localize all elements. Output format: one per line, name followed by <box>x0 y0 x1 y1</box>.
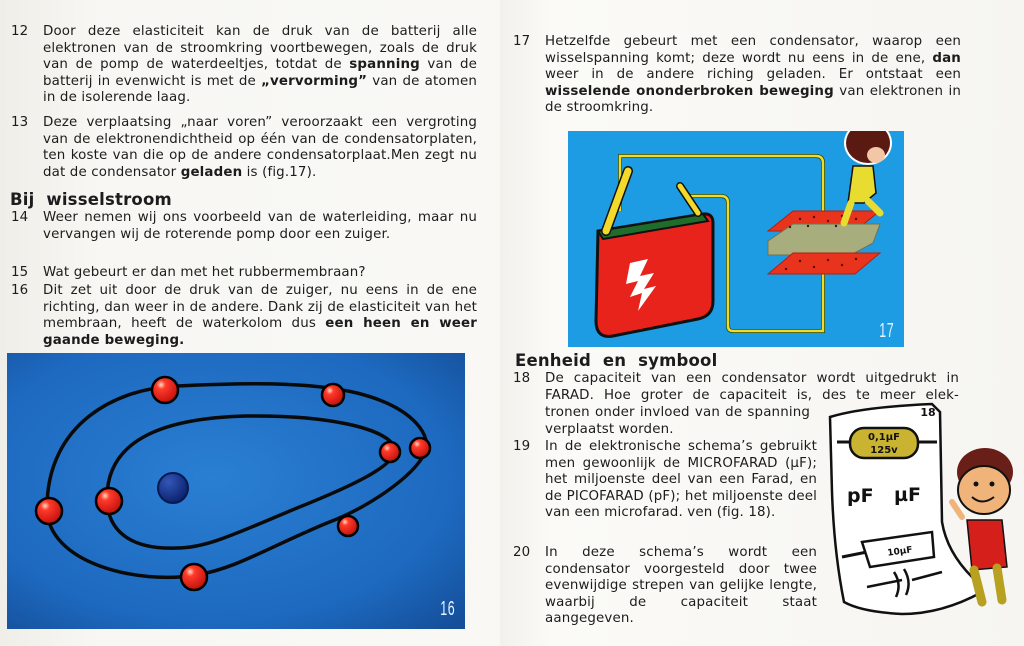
nucleus <box>158 473 188 503</box>
section-heading-eenheid-en-symbool: Eenheid en symbool <box>515 351 718 370</box>
electron <box>181 564 207 590</box>
capacitor-label-1: 0,1µF <box>868 432 900 443</box>
bold-term-spanning: spanning <box>349 57 420 73</box>
paragraph-number: 16 <box>11 283 29 298</box>
figure-17-illustration <box>568 131 904 347</box>
figure-16-electron-orbits <box>7 353 465 629</box>
figure-18-illustration <box>822 402 1024 620</box>
figure-background <box>7 353 465 629</box>
electron <box>36 498 62 524</box>
paragraph-number: 18 <box>513 371 531 386</box>
text-run: In de elektronische schema’s gebruikt men gewoonlijk de MICROFARAD (µF); het miljoenste deel van een Farad, en de PICOFARAD (pF); het miljoenste deel van een microfarad. ven (fig. 18). <box>545 439 817 521</box>
paragraph-body <box>545 439 817 522</box>
paragraph-number: 20 <box>513 545 531 560</box>
text-run: is (fig.17). <box>242 164 317 180</box>
electron <box>96 488 122 514</box>
figure-16-illustration <box>7 353 465 629</box>
paragraph-19 <box>513 439 818 543</box>
capacitor-label-3: 10µF <box>886 545 914 559</box>
paragraph-14 <box>11 210 477 262</box>
paragraph-15 <box>11 265 469 283</box>
figure-number-16: 16 <box>439 598 455 620</box>
text-run: Weer nemen wij ons voorbeeld van de waterleiding, maar nu vervangen wij de roterende pomp door een zuiger. <box>43 210 477 242</box>
bold-term-wisselende-beweging: wisselende ononderbroken beweging <box>545 83 834 99</box>
section-heading-wisselstroom: Bij wisselstroom <box>10 190 172 209</box>
text-run: Wat gebeurt er dan met het rubbermembraan? <box>43 265 366 280</box>
electron <box>410 438 430 458</box>
text-run: De capaciteit van een condensator wordt uitgedrukt in FARAD. Hoe groter de capaciteit is, des te meer elek- <box>545 371 959 403</box>
paragraph-12 <box>11 24 477 110</box>
paragraph-18-continued <box>545 405 810 439</box>
bold-term-geladen: geladen <box>180 164 243 180</box>
unit-microfarad: µF <box>894 484 921 506</box>
text-run: tronen onder invloed van de spanning verplaatst worden. <box>545 405 810 437</box>
paragraph-body <box>545 545 817 628</box>
text-run: Hetzelfde gebeurt met een condensator, waarop een wisselspanning komt; deze wordt nu eens in de ene, <box>545 34 961 66</box>
bold-term-heen-en-weer: een heen en weer gaande beweging. <box>43 316 477 348</box>
paragraph-number: 19 <box>513 439 531 454</box>
text-run: Deze verplaatsing „naar voren” veroorzaakt een vergroting van de elektronendichtheid op één van de condensatorplaten, ten koste van die op de andere condensatorplaat.Men zegt nu dat de condensator <box>43 115 477 180</box>
paragraph-body <box>545 405 810 438</box>
paragraph-number: 13 <box>11 115 29 130</box>
text-run: van de batterij in evenwicht is met de <box>43 57 477 89</box>
text-run: In deze schema’s wordt een condensator voorgesteld door twee evenwijdige strepen van gelijke lengte, waarbij de capaciteit staat aangegeven. <box>545 545 817 627</box>
paragraph-13 <box>11 115 477 185</box>
figure-number-18: 18 <box>920 406 936 419</box>
figure-17-battery-capacitor <box>568 131 904 347</box>
figure-18-capacitor-symbols <box>822 402 1024 620</box>
paragraph-body <box>43 283 477 349</box>
electron <box>322 384 344 406</box>
electron <box>152 377 178 403</box>
paragraph-body <box>43 24 477 107</box>
paragraph-body <box>545 34 961 117</box>
electron <box>380 442 400 462</box>
unit-picofarad: pF <box>847 485 874 507</box>
paragraph-number: 17 <box>513 34 531 49</box>
electron <box>338 516 358 536</box>
capacitor-label-2: 125v <box>870 445 898 456</box>
text-run: Door deze elasticiteit kan de druk van de batterij alle elektronen van de stroomkring voortbewegen, zoals de druk van de pomp de waterdeeltjes, totdat de <box>43 24 477 73</box>
paragraph-body <box>545 371 959 404</box>
paragraph-body <box>43 210 477 243</box>
figure-number-17: 17 <box>878 320 894 342</box>
paragraph-body <box>43 265 477 282</box>
paragraph-body <box>43 115 477 181</box>
paragraph-16 <box>11 283 477 351</box>
bold-term-dan: dan <box>932 50 961 66</box>
paragraph-20 <box>513 545 818 635</box>
text-run: van elektronen in de stroomkring. <box>545 83 961 116</box>
paragraph-number: 14 <box>11 210 29 225</box>
text-run: Dit zet uit door de druk van de zuiger, nu eens in de ene richting, dan weer in de andere. Dank zij de elasticiteit van het membraan, heeft de waterkolom dus <box>43 283 477 332</box>
paragraph-number: 15 <box>11 265 29 280</box>
capacitor-plates <box>768 211 880 274</box>
text-run: van de atomen in de isolerende laag. <box>43 73 477 106</box>
text-run: weer in de andere riching geladen. Er ontstaat een <box>545 67 961 83</box>
paragraph-17 <box>513 34 963 120</box>
bold-term-vervorming: „vervorming” <box>261 73 368 89</box>
paragraph-number: 12 <box>11 24 29 39</box>
paragraph-18 <box>513 371 959 405</box>
